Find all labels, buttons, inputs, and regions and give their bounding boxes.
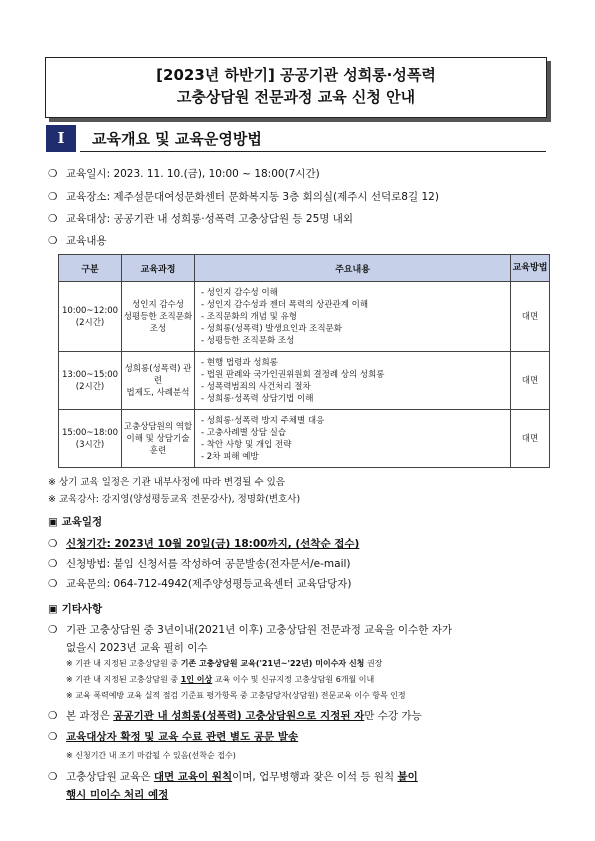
etc-para1-line1: ❍ 기관 고충상담원 중 3년이내(2021년 이후) 고충상담원 전문과정 교육을 이수한 자가 xyxy=(48,624,453,636)
overview-target: ❍ 교육대상: 공공기관 내 성희롱·성폭력 고충상담원 등 25명 내외 xyxy=(48,213,354,225)
note-schedule-change: ※ 상기 교육 일정은 기관 내부사정에 따라 변경될 수 있음 xyxy=(48,477,286,488)
overview-content: ❍ 교육내용 xyxy=(48,235,107,247)
section-title: 교육개요 및 교육운영방법 xyxy=(92,130,262,148)
table-row xyxy=(59,352,550,410)
schedule-title: ▣ 교육일정 xyxy=(48,516,103,528)
bullet-icon: ❍ xyxy=(48,624,58,636)
row-content: - 성희롱·성폭력 방지 주체별 대응 - 고충사례별 상담 실습 - 착안 사항 및 개입 전략 - 2차 피해 예방 xyxy=(195,410,511,468)
row-time: 15:00~18:00 (3시간) xyxy=(59,410,122,468)
title-box xyxy=(45,57,547,118)
section-underline xyxy=(80,151,546,152)
row-method: 대면 xyxy=(511,410,550,468)
etc-note3: ※ 교육 폭력예방 교육 실적 점검 기준표 평가항목 중 고충담당자(상담원) 전문교육 이수 항목 인정 xyxy=(66,691,406,700)
table-row xyxy=(59,410,550,468)
row-method: 대면 xyxy=(511,352,550,410)
header-course: 교육과정 xyxy=(122,255,195,282)
bullet-icon: ❍ xyxy=(48,710,58,722)
bullet-icon: ❍ xyxy=(48,731,58,743)
row-course: 성인지 감수성 성평등한 조직문화 조성 xyxy=(122,282,195,352)
header-method: 교육방법 xyxy=(511,255,550,282)
title-line1: [2023년 하반기] 공공기관 성희롱·성폭력 xyxy=(156,66,436,84)
bullet-icon: ❍ xyxy=(48,191,58,203)
row-course: 성희롱(성폭력) 관련 법제도, 사례분석 xyxy=(122,352,195,410)
row-content: - 현행 법령과 성희롱 - 법원 판례와 국가인권위원회 결정례 상의 성희롱 - 성폭력범죄의 사건처리 절차 - 성희롱·성폭력 상담기법 이해 xyxy=(195,352,511,410)
bullet-icon: ❍ xyxy=(48,168,58,180)
header-category: 구분 xyxy=(59,255,122,282)
row-time: 13:00~15:00 (2시간) xyxy=(59,352,122,410)
bullet-icon: ❍ xyxy=(48,213,58,225)
schedule-method: ❍ 신청방법: 붙임 신청서를 작성하여 공문발송(전자문서/e-mail) xyxy=(48,558,351,570)
note-instructors: ※ 교육강사: 강지영(양성평등교육 전문강사), 정명화(변호사) xyxy=(48,494,301,505)
title-line2: 고충상담원 전문과정 교육 신청 안내 xyxy=(176,88,416,106)
schedule-deadline: ❍ 신청기간: 2023년 10월 20일(금) 18:00까지, (선착순 접수) xyxy=(48,538,360,550)
schedule-inquiry: ❍ 교육문의: 064-712-4942(제주양성평등교육센터 교육담당자) xyxy=(48,578,352,590)
etc-para4-line1: ❍ 고충상담원 교육은 대면 교육이 원칙이며, 업무병행과 잦은 이석 등 원칙 불이 xyxy=(48,771,418,783)
bullet-icon: ❍ xyxy=(48,558,58,570)
section-header xyxy=(46,125,546,152)
etc-note4: ※ 신청기간 내 조기 마감될 수 있음(선착순 접수) xyxy=(66,751,236,760)
bullet-icon: ❍ xyxy=(48,578,58,590)
overview-date: ❍ 교육일시: 2023. 11. 10.(금), 10:00 ~ 18:00(7시간) xyxy=(48,168,320,180)
etc-note2: ※ 기관 내 지정된 고충상담원 중 1인 이상 교육 이수 및 신규지정 고충상담원 6개월 이내 xyxy=(66,675,375,684)
etc-para2: ❍ 본 과정은 공공기관 내 성희롱(성폭력) 고충상담원으로 지정된 자만 수강 가능 xyxy=(48,710,422,722)
row-time: 10:00~12:00 (2시간) xyxy=(59,282,122,352)
etc-para3: ❍ 교육대상자 확정 및 교육 수료 관련 별도 공문 발송 xyxy=(48,731,299,743)
etc-para1-line2: 없을시 2023년 교육 필히 이수 xyxy=(66,642,208,654)
bullet-icon: ❍ xyxy=(48,235,58,247)
row-method: 대면 xyxy=(511,282,550,352)
row-content: - 성인지 감수성 이해 - 성인지 감수성과 젠더 폭력의 상관관계 이해 - 조직문화의 개념 및 유형 - 성희롱(성폭력) 발생요인과 조직문화 - 성평등한 조직문화 조성 xyxy=(195,282,511,352)
section-number: I xyxy=(46,125,76,152)
table-row xyxy=(59,282,550,352)
etc-para4-line2: 행시 미이수 처리 예정 xyxy=(66,789,169,801)
overview-place: ❍ 교육장소: 제주설문대여성문화센터 문화복지동 3층 회의실(제주시 선덕로8길 12) xyxy=(48,191,439,203)
row-course: 고충상담원의 역할 이해 및 상담기술 훈련 xyxy=(122,410,195,468)
education-table xyxy=(58,254,550,468)
etc-title: ▣ 기타사항 xyxy=(48,603,103,615)
header-content: 주요내용 xyxy=(195,255,511,282)
etc-note1: ※ 기관 내 지정된 고충상담원 중 기존 고충상담원 교육('21년~'22년) 미이수자 신청 권장 xyxy=(66,659,383,668)
bullet-icon: ❍ xyxy=(48,538,58,550)
bullet-icon: ❍ xyxy=(48,771,58,783)
